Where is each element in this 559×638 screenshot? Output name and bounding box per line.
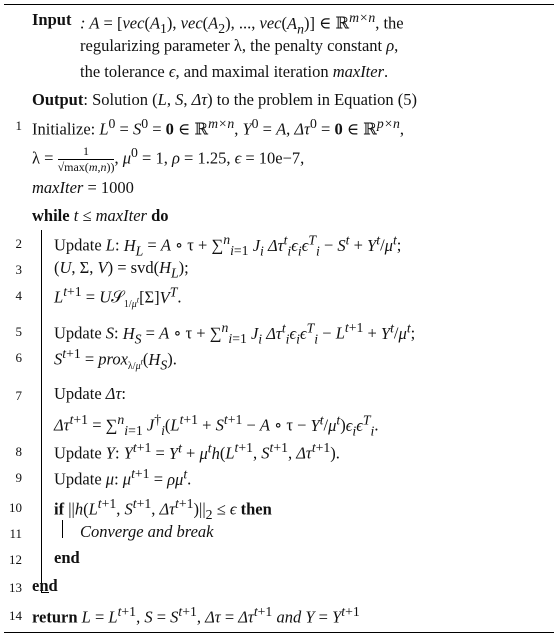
input-line-1: : $A = [vec(A_1)$, $vec(A_2)$, ..., $vec(A_n)$] ∈ ℝ$^{m\times n}$, the xyxy=(80,10,404,36)
s-update-line: $S^{t+1}$ = $prox_{\lambda/\mu^t}(H_S)$. xyxy=(54,346,177,372)
line-number-8: 8 xyxy=(15,444,22,459)
init-line-3: maxIter = 1000 xyxy=(32,178,134,197)
line-number-1: 1 xyxy=(15,118,22,133)
line-number-5: 5 xyxy=(15,324,22,339)
update-y-line: Update Y: $Y^{t+1} = Y^t + \mu^th(L^{t+1}$, $S^{t+1}$, $\Delta\tau^{t+1}$). xyxy=(54,440,340,463)
line-number-6: 6 xyxy=(15,350,22,365)
init-line-2: λ = 1 √max(m,n)) , $\mu^0 = 1$, ρ = 1.25, ϵ = 10e−7, xyxy=(32,144,305,174)
input-label: Input xyxy=(32,10,72,29)
update-tau-line: Update Δτ: xyxy=(54,384,126,403)
line-number-10: 10 xyxy=(9,500,22,515)
return-line: return $L = L^{t+1}$, $S = S^{t+1}$, $\Delta\tau = \Delta\tau^{t+1}$ and $Y = Y^{t+1}$ xyxy=(32,604,360,627)
line-number-14: 14 xyxy=(9,608,22,623)
end-if-line: end xyxy=(54,548,80,567)
if-bar xyxy=(62,520,63,538)
line-number-3: 3 xyxy=(15,262,22,277)
svd-line: (U, Σ, $V) = svd(H_L)$; xyxy=(54,258,189,281)
line-number-2: 2 xyxy=(15,236,22,251)
if-line: if $||h(L^{t+1}$, $S^{t+1}$, $\Delta\tau^{t+1})||_2 \le \epsilon$ then xyxy=(54,496,272,522)
while-bar xyxy=(41,230,42,592)
top-rule xyxy=(4,4,554,5)
converge-line: Converge and break xyxy=(80,522,214,541)
line-number-12: 12 xyxy=(9,552,22,567)
line-number-13: 13 xyxy=(9,580,22,595)
while-line: while t ≤ maxIter do xyxy=(32,206,169,225)
output-line: Output: Solution (L, S, Δτ) to the problem in Equation (5) xyxy=(32,90,418,109)
bottom-rule xyxy=(4,632,554,633)
update-mu-line: Update μ: $\mu^{t+1} = \rho\mu^t$. xyxy=(54,466,192,489)
l-update-line: $L^{t+1}$ = $U𝒮_{1/\mu^t}[\Sigma]V^T$. xyxy=(54,284,182,310)
input-line-2: regularizing parameter λ, the penalty constant ρ, xyxy=(80,36,399,55)
line-number-11: 11 xyxy=(9,526,22,541)
update-l-line: Update L: $H_L = A$ ∘ τ + ∑$^n_{i=1}$ $J_i$ $\Delta\tau^t_i\epsilon_i\epsilon^T_i - S^t + Y^t/\mu^t$; xyxy=(54,232,402,258)
tau-update-line: $\Delta\tau^{t+1} = \sum^n_{i=1}$ $J^\dagger_i(L^{t+1} + S^{t+1} - A$ ∘ $\tau - Y^t/\mu^t)\epsilon_i\epsilon^T_i$. xyxy=(54,412,379,438)
line-number-7: 7 xyxy=(15,388,22,403)
init-line-1: Initialize: $L^0 = S^0 = 0$ ∈ ℝ$^{m\times n}$, $Y^0 = A$, $\Delta\tau^0 = 0$ ∈ ℝ$^{p\times n}$, xyxy=(32,116,405,139)
line-number-9: 9 xyxy=(15,470,22,485)
end-while-line: end xyxy=(32,576,58,595)
line-number-4: 4 xyxy=(15,288,22,303)
update-s-line: Update S: $H_S = A$ ∘ τ + ∑$^n_{i=1}$ $J_i$ $\Delta\tau^t_i\epsilon_i\epsilon^T_i - L^{t+1} + Y^t/\mu^t$; xyxy=(54,320,416,346)
input-line-3: the tolerance ϵ, and maximal iteration maxIter. xyxy=(80,62,389,81)
